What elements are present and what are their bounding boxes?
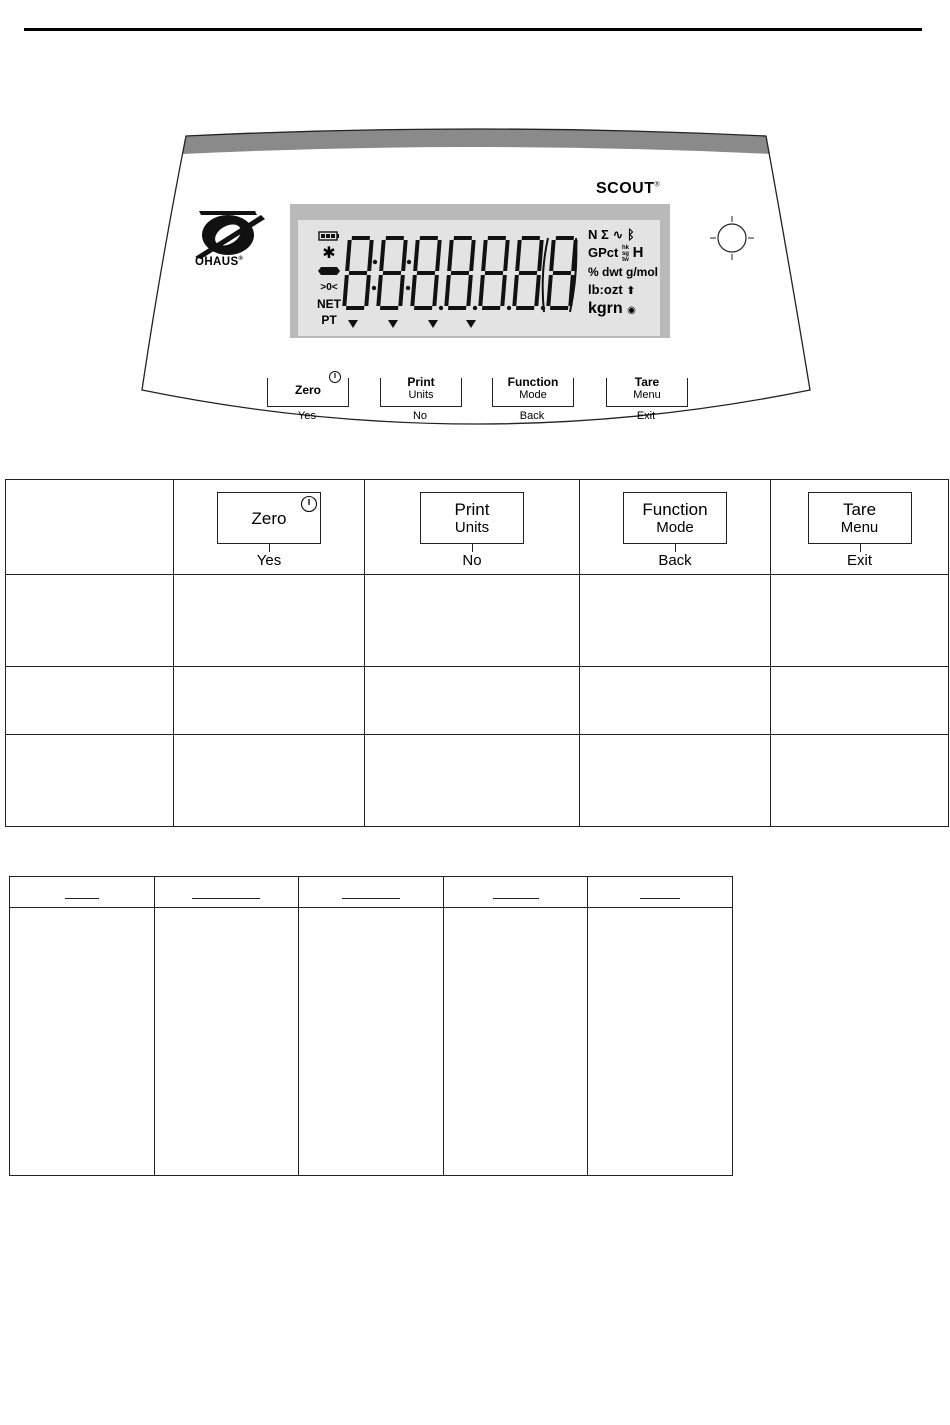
table-cell [580,575,771,667]
lcd-segment [500,275,507,306]
key-table-header-row [6,480,949,575]
lcd-segment [546,275,553,306]
table-cell [6,575,174,667]
table-cell [6,667,174,735]
lcd-segment [420,236,438,240]
lcd-segment [516,306,534,310]
lcd-segment [481,240,488,271]
lcd-display [290,204,670,338]
unit-row-4: lb:ozt ⬆ [588,281,636,297]
lcd-segment [451,271,469,275]
panel-zero-sublabel: Yes [298,410,316,422]
seven-segment-digits [338,230,578,320]
unit-listing-table [9,876,733,1176]
zero-button-sublabel: Yes [256,552,282,569]
lcd-dot [372,286,376,290]
table-cell [174,735,365,827]
lcd-segment [401,240,408,271]
table-cell [365,735,580,827]
lcd-segment [383,271,401,275]
lcd-segment [550,306,568,310]
target-icon: ◉ [627,304,636,316]
table-cell [580,667,771,735]
logo-wordmark: OHAUS® [195,256,244,268]
table-cell [580,735,771,827]
table-cell [6,480,174,575]
lcd-dot [507,306,511,310]
unit-row-1: N Σ ∿ ᛒ [588,227,635,242]
lcd-segment [367,240,374,271]
button-tick [472,544,473,552]
unit-row-3: % dwt g/mol [588,264,658,279]
table-row [6,667,949,735]
lcd-segment [380,306,398,310]
lcd-segment [488,236,506,240]
table-cell [771,735,949,827]
lcd-segment [534,275,541,306]
lcd-segment [435,240,442,271]
table-cell [771,667,949,735]
panel-print-sublabel: No [412,410,428,422]
lcd-segment [432,275,439,306]
lcd-segment [482,306,500,310]
print-button-sublabel: No [462,552,482,569]
power-icon [328,370,342,384]
lcd-segment [448,306,466,310]
button-tick [860,544,861,552]
table-cell [365,480,580,575]
lcd-screen [298,220,660,336]
lcd-segment [413,240,420,271]
pt-indicator: PT [321,313,337,327]
table-header-cell [10,877,155,908]
minus-sign-icon [318,267,340,275]
ac-wave-icon: ∿ [612,227,624,242]
lcd-segment [485,271,503,275]
zero-button[interactable]: Zero [217,492,321,544]
top-rule [24,28,922,31]
tare-button-sublabel: Exit [846,552,872,569]
lcd-segment [454,236,472,240]
net-indicator: NET [317,297,341,311]
lcd-segment [556,236,574,240]
lcd-segment [349,271,367,275]
lcd-segment [410,275,417,306]
table-cell [443,908,588,1176]
unit-row-2: GPct hk sg tw H [588,244,644,263]
table-cell [771,480,949,575]
lcd-dot [439,306,443,310]
panel-print-button[interactable]: Print Units [380,378,462,407]
lcd-segment [466,275,473,306]
lcd-dot [473,306,477,310]
lcd-dot [373,260,377,264]
lcd-segment [345,240,352,271]
table-cell [174,575,365,667]
panel-function-sublabel: Back [519,410,545,422]
function-mode-button[interactable]: Function Mode [623,492,727,544]
table-cell [299,908,444,1176]
unit-row-5: kgrn ◉ [588,299,636,317]
panel-function-button[interactable]: Function Mode [492,378,574,407]
power-icon [300,495,318,513]
panel-tare-sublabel: Exit [636,410,656,422]
lcd-segment [444,275,451,306]
lcd-segment [519,271,537,275]
table-cell [174,480,365,575]
table-cell [6,735,174,827]
power-indicator-icon [710,216,754,260]
table-cell [365,575,580,667]
lcd-arrow-indicators [348,318,548,332]
table-header-cell [443,877,588,908]
lcd-segment [522,236,540,240]
lcd-segment [447,240,454,271]
lcd-segment [417,271,435,275]
table-header-cell [299,877,444,908]
lcd-segment [478,275,485,306]
battery-icon [318,231,340,241]
lcd-unit-indicators [588,226,658,320]
print-units-button[interactable]: Print Units [420,492,524,544]
table-row [10,908,733,1176]
table-cell [365,667,580,735]
function-button-sublabel: Back [658,552,692,569]
lcd-segment [398,275,405,306]
panel-zero-button[interactable]: Zero [267,378,349,407]
key-function-table [5,479,948,826]
lcd-dot [406,286,410,290]
table-cell [580,480,771,575]
lcd-segment [503,240,510,271]
lcd-segment [386,236,404,240]
bluetooth-icon: ᛒ [626,227,635,242]
lcd-dot [407,260,411,264]
lcd-segment [553,271,571,275]
control-panel-illustration [140,128,812,450]
table-header-row [10,877,733,908]
lcd-segment [342,275,349,306]
table-cell [588,908,733,1176]
stability-asterisk-icon: ✱ [322,245,336,262]
panel-tare-button[interactable]: Tare Menu [606,378,688,407]
lcd-segment [364,275,371,306]
table-cell [10,908,155,1176]
table-header-cell [588,877,733,908]
lcd-segment [549,240,556,271]
lcd-segment [469,240,476,271]
button-tick [269,544,270,552]
up-arrow-icon: ⬆ [626,284,636,297]
table-cell [174,667,365,735]
table-header-cell [154,877,299,908]
table-row [6,575,949,667]
table-cell [771,575,949,667]
table-cell [154,908,299,1176]
center-of-zero-icon: >0< [320,282,338,293]
button-tick [675,544,676,552]
brand-name: SCOUT® [596,180,661,197]
lcd-segment [352,236,370,240]
lcd-segment [414,306,432,310]
lcd-segment [376,275,383,306]
lcd-segment [515,240,522,271]
lcd-segment [512,275,519,306]
table-row [6,735,949,827]
lcd-segment [346,306,364,310]
lcd-segment [379,240,386,271]
tare-menu-button[interactable]: Tare Menu [808,492,912,544]
